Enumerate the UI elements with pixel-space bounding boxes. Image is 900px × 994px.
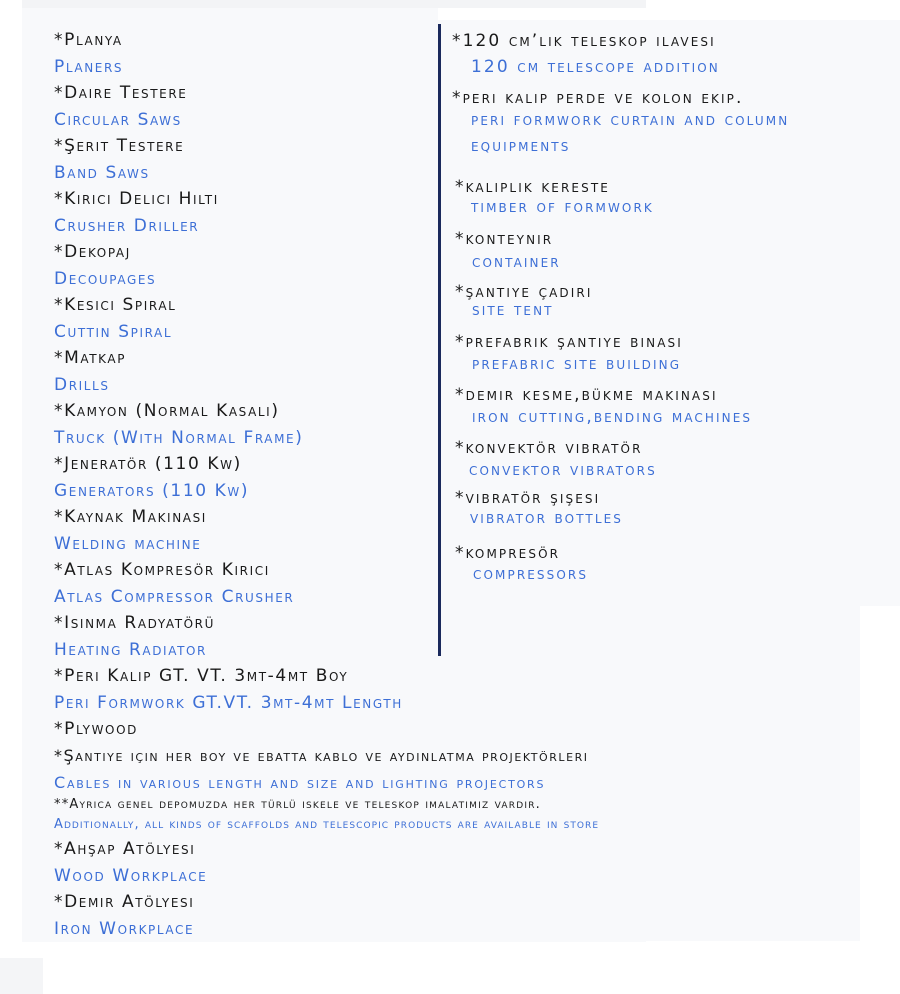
item-tr: *Kesici Spiral — [54, 295, 177, 315]
item-en: vibrator bottles — [470, 508, 624, 528]
item-tr: *Demir Atölyesi — [54, 892, 195, 912]
item-en: Planers — [54, 57, 124, 77]
item-en: peri formwork curtain and column — [471, 110, 790, 130]
item-tr: *peri kalıp perde ve kolon ekip. — [452, 88, 744, 108]
item-en: equipments — [471, 136, 571, 156]
item-tr: *Kırıcı Delici Hilti — [54, 189, 219, 209]
top-strip — [22, 0, 646, 8]
item-tr: *Planya — [54, 30, 123, 50]
item-tr: *kalıplık kereste — [455, 177, 610, 197]
item-en: Truck (With Normal Frame) — [54, 428, 304, 448]
item-en: Band Saws — [54, 163, 150, 183]
item-tr: *Isınma Radyatörü — [54, 613, 215, 633]
item-en: compressors — [473, 564, 589, 584]
item-en: Circular Saws — [54, 110, 182, 130]
note-tr: **Ayrıca genel depomuzda her türlü iskele ve teleskop imalatımız vardır. — [54, 797, 542, 812]
item-tr: *konvektör vibratör — [455, 438, 643, 458]
item-en: Wood Workplace — [54, 866, 208, 886]
item-tr: *Matkap — [54, 348, 127, 368]
item-tr: *Şerit Testere — [54, 136, 185, 156]
item-en: timber of formwork — [471, 197, 654, 217]
item-tr: *prefabrik şantiye binası — [455, 332, 683, 352]
item-en: container — [472, 252, 561, 272]
item-en: Peri Formwork GT.VT. 3mt-4mt Length — [54, 693, 403, 713]
column-divider — [438, 24, 441, 656]
item-en: Crusher Driller — [54, 216, 200, 236]
item-tr: *Peri Kalıp GT. VT. 3mt-4mt Boy — [54, 666, 349, 686]
item-en: Decoupages — [54, 269, 157, 289]
item-tr: *Jeneratör (110 Kw) — [54, 454, 242, 474]
corner-box — [0, 958, 43, 994]
item-tr: *Kamyon (Normal Kasalı) — [54, 401, 280, 421]
item-tr: *kompresör — [455, 543, 561, 563]
item-tr: *demir kesme,bükme makinası — [455, 385, 718, 405]
item-en: Cuttin Spiral — [54, 322, 173, 342]
item-en: Cables in various length and size and lighting projectors — [54, 773, 546, 792]
item-tr: *120 cm’lik teleskop ilavesi — [452, 31, 716, 51]
item-tr: *Dekopaj — [54, 242, 131, 262]
item-tr: *Ahşap Atölyesi — [54, 839, 196, 859]
item-en: Welding machine — [54, 534, 202, 554]
item-en: iron cutting,bending machines — [472, 407, 753, 427]
item-en: convektor vibrators — [469, 460, 657, 480]
item-en: Heating Radiator — [54, 640, 207, 660]
note-en: Additionally, all kinds of scaffolds and telescopic products are available in store — [54, 817, 600, 832]
item-en: Drills — [54, 375, 110, 395]
item-tr: *Daire Testere — [54, 83, 188, 103]
item-en: 120 cm telescope addition — [471, 57, 720, 77]
item-en: Iron Workplace — [54, 919, 195, 939]
item-en: Atlas Compressor Crusher — [54, 587, 295, 607]
item-tr: *Kaynak Makinası — [54, 507, 207, 527]
item-en: site tent — [472, 300, 554, 320]
item-tr: *Şantiye için her boy ve ebatta kablo ve aydınlatma projektörleri — [54, 746, 589, 765]
item-tr: *vibratör şişesi — [455, 488, 601, 508]
item-en: Generators (110 Kw) — [54, 481, 250, 501]
item-tr: *şantiye çadırı — [455, 282, 593, 302]
item-tr: *konteynır — [455, 229, 554, 249]
item-en: prefabric site building — [472, 354, 682, 374]
item-tr: *Atlas Kompresör Kırıcı — [54, 560, 270, 580]
item-tr: *Plywood — [54, 719, 138, 739]
